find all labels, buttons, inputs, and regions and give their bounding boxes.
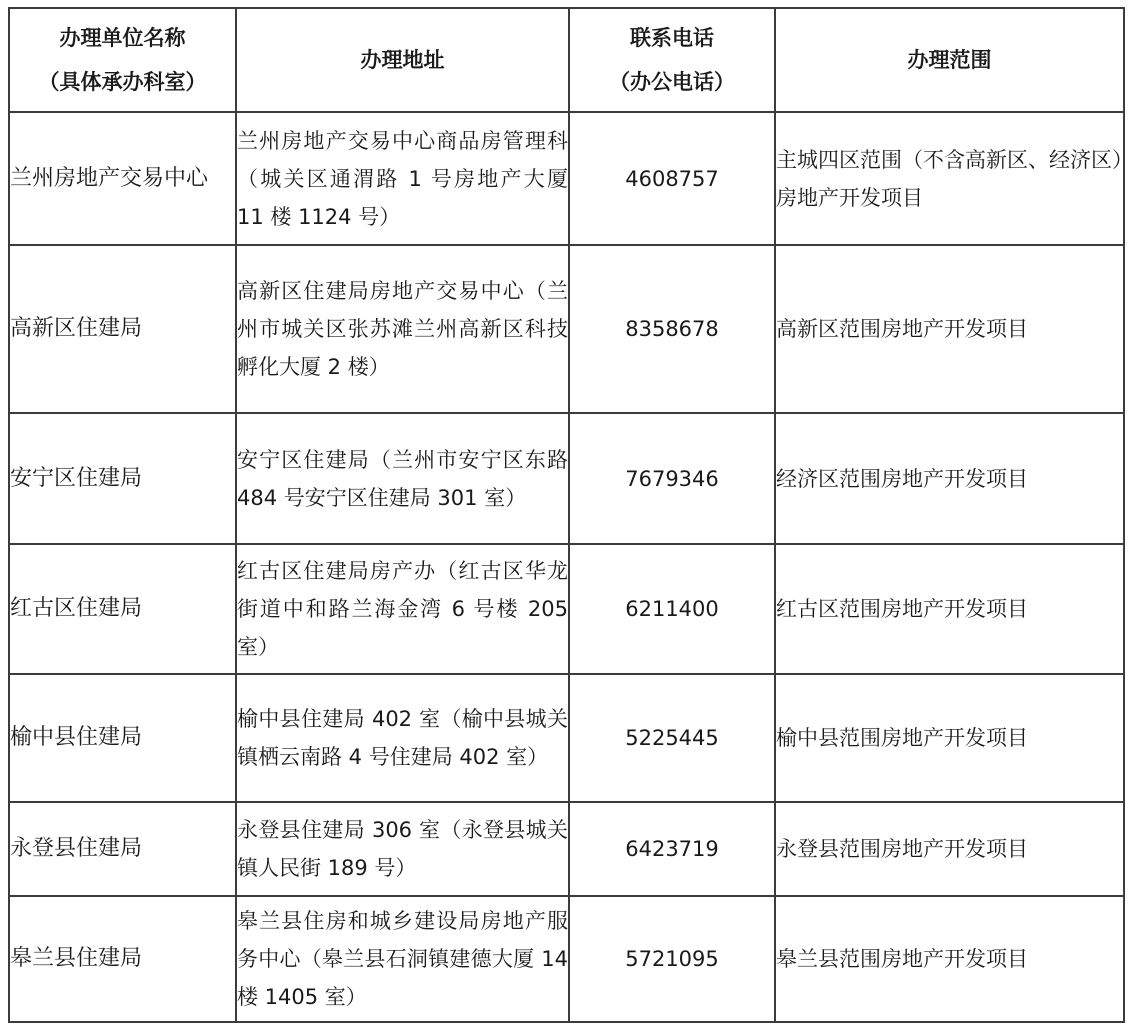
phone-cell: 8358678	[569, 245, 775, 413]
table-row	[9, 896, 1124, 1022]
scope-cell: 永登县范围房地产开发项目	[775, 802, 1124, 896]
header-scope	[775, 8, 1124, 112]
table-row	[9, 413, 1124, 544]
phone-cell: 6211400	[569, 544, 775, 674]
table-row	[9, 802, 1124, 896]
address-cell: 榆中县住建局 402 室（榆中县城关镇栖云南路 4 号住建局 402 室）	[236, 674, 569, 802]
scope-cell: 皋兰县范围房地产开发项目	[775, 896, 1124, 1022]
table-row	[9, 112, 1124, 245]
scope-cell: 主城四区范围（不含高新区、经济区）房地产开发项目	[775, 112, 1124, 245]
phone-cell: 7679346	[569, 413, 775, 544]
scope-cell: 经济区范围房地产开发项目	[775, 413, 1124, 544]
table-row	[9, 674, 1124, 802]
header-scope-label: 办理范围	[907, 48, 992, 72]
header-unit-name	[9, 8, 236, 112]
phone-cell: 5721095	[569, 896, 775, 1022]
address-cell: 永登县住建局 306 室（永登县城关镇人民街 189 号）	[236, 802, 569, 896]
unit-name-cell: 高新区住建局	[9, 245, 236, 413]
header-address	[236, 8, 569, 112]
scope-cell: 红古区范围房地产开发项目	[775, 544, 1124, 674]
unit-name-cell: 榆中县住建局	[9, 674, 236, 802]
unit-name-cell: 安宁区住建局	[9, 413, 236, 544]
table-row	[9, 544, 1124, 674]
header-phone-line-2: （办公电话）	[609, 70, 735, 94]
header-unit-name-line-1: 办理单位名称	[59, 26, 186, 50]
unit-name-cell: 永登县住建局	[9, 802, 236, 896]
phone-cell: 4608757	[569, 112, 775, 245]
address-cell: 高新区住建局房地产交易中心（兰州市城关区张苏滩兰州高新区科技孵化大厦 2 楼）	[236, 245, 569, 413]
header-phone	[569, 8, 775, 112]
unit-name-cell: 兰州房地产交易中心	[9, 112, 236, 245]
unit-name-cell: 红古区住建局	[9, 544, 236, 674]
phone-cell: 6423719	[569, 802, 775, 896]
phone-cell: 5225445	[569, 674, 775, 802]
scope-cell: 高新区范围房地产开发项目	[775, 245, 1124, 413]
table-header-row	[9, 8, 1124, 112]
office-directory-table	[8, 7, 1125, 1023]
scope-cell: 榆中县范围房地产开发项目	[775, 674, 1124, 802]
header-address-label: 办理地址	[360, 48, 445, 72]
address-cell: 兰州房地产交易中心商品房管理科（城关区通渭路 1 号房地产大厦 11 楼 1124 号）	[236, 112, 569, 245]
unit-name-cell: 皋兰县住建局	[9, 896, 236, 1022]
address-cell: 皋兰县住房和城乡建设局房地产服务中心（皋兰县石洞镇建德大厦 14 楼 1405 室）	[236, 896, 569, 1022]
address-cell: 红古区住建局房产办（红古区华龙街道中和路兰海金湾 6 号楼 205 室）	[236, 544, 569, 674]
header-phone-line-1: 联系电话	[630, 26, 714, 50]
table-row	[9, 245, 1124, 413]
header-unit-name-line-2: （具体承办科室）	[38, 70, 207, 94]
address-cell: 安宁区住建局（兰州市安宁区东路 484 号安宁区住建局 301 室）	[236, 413, 569, 544]
